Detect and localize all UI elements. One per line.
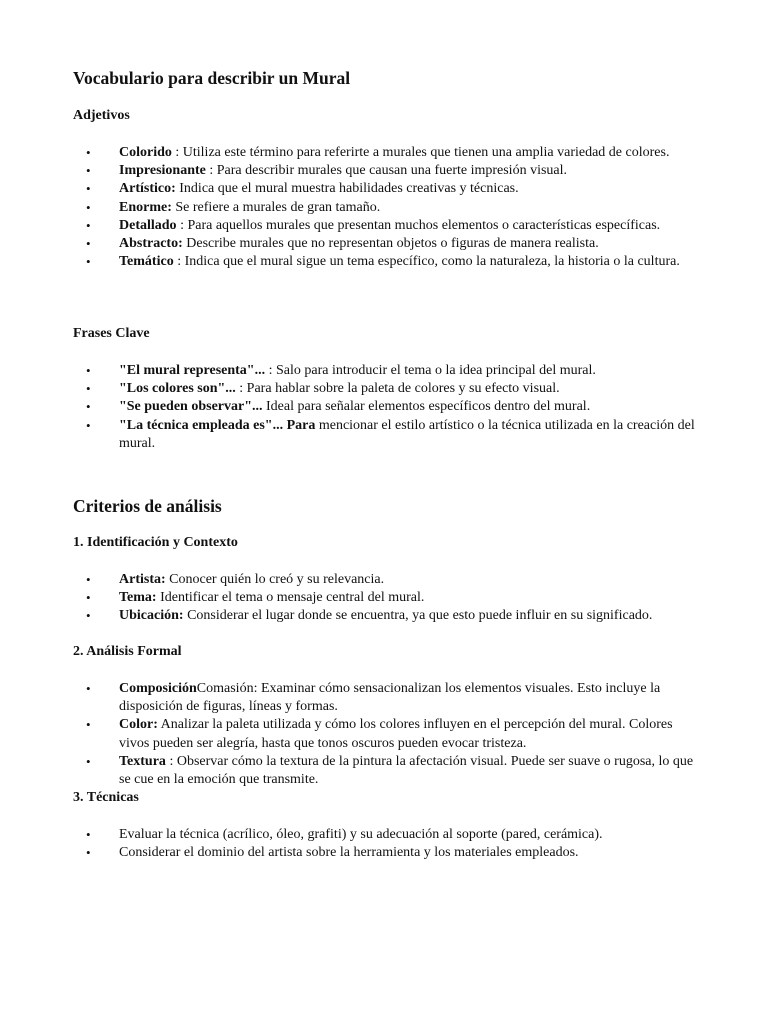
bullet-icon: • <box>86 845 91 861</box>
item-text: : Para hablar sobre la paleta de colores y su efecto visual. <box>235 381 560 397</box>
bullet-icon: • <box>86 181 91 197</box>
item-term: Artista: <box>119 572 166 587</box>
item-term: Ubicación: <box>119 608 184 624</box>
list-item <box>0 180 768 198</box>
item-term: "Se pueden observar"... <box>119 399 263 415</box>
item-term: Impresionante <box>119 163 206 179</box>
item-term: Enorme: <box>119 199 172 215</box>
item-text: Identificar el tema o mensaje central del mural. <box>156 590 425 606</box>
item-term: "El mural representa"... <box>119 363 266 378</box>
list-item <box>0 235 768 253</box>
item-text: : Observar cómo la textura de la pintura la afectación visual. Puede ser suave o rugosa, lo que se cue en la emoción que transmite. <box>119 753 694 788</box>
list-identificacion <box>0 571 768 626</box>
list-item <box>0 680 768 716</box>
list-tecnicas <box>0 826 768 862</box>
bullet-icon: • <box>86 236 91 252</box>
list-item <box>0 826 768 844</box>
item-term: Color: <box>119 717 158 733</box>
bullet-icon: • <box>86 399 91 415</box>
list-item <box>0 753 768 789</box>
list-item <box>0 571 768 589</box>
item-term: "Los colores son"... <box>119 381 236 397</box>
bullet-icon: • <box>86 254 91 270</box>
item-text: Describe murales que no representan objetos o figuras de manera realista. <box>182 236 599 252</box>
item-text: Conocer quién lo creó y su relevancia. <box>165 572 385 587</box>
item-term: Detallado <box>119 217 177 233</box>
list-item <box>0 398 768 416</box>
list-analisis-formal <box>0 680 768 789</box>
heading-adjetivos: Adjetivos <box>73 108 130 123</box>
item-text: Ideal para señalar elementos específicos dentro del mural. <box>262 399 591 415</box>
list-adjetivos <box>0 144 768 271</box>
bullet-icon: • <box>86 381 91 397</box>
bullet-icon: • <box>86 163 91 179</box>
list-item <box>0 144 768 162</box>
list-item <box>0 716 768 752</box>
item-text: : Para aquellos murales que presentan muchos elementos o características específicas. <box>176 217 661 233</box>
item-text: : Salo para introducir el tema o la idea principal del mural. <box>265 363 596 378</box>
item-text: mencionar el estilo artístico o la técnica utilizada en la creación del mural. <box>119 417 695 451</box>
item-term: Abstracto: <box>119 236 183 252</box>
item-text: : Indica que el mural sigue un tema específico, como la naturaleza, la historia o la cultura. <box>173 254 680 270</box>
item-term: Temático <box>119 254 174 270</box>
list-item <box>0 217 768 235</box>
list-item <box>0 417 768 453</box>
item-term: Composición <box>119 681 197 696</box>
item-text: : Para describir murales que causan una fuerte impresión visual. <box>205 163 568 179</box>
list-item <box>0 162 768 180</box>
item-text: Se refiere a murales de gran tamaño. <box>171 199 381 215</box>
bullet-icon: • <box>86 572 91 587</box>
item-term: Tema: <box>119 590 157 606</box>
bullet-icon: • <box>86 827 91 842</box>
item-term: "La técnica empleada es"... Para <box>119 417 316 433</box>
item-term: Colorido <box>119 145 172 160</box>
bullet-icon: • <box>86 217 91 233</box>
bullet-icon: • <box>86 608 91 624</box>
bullet-icon: • <box>86 145 91 160</box>
list-item <box>0 607 768 625</box>
heading-analisis-formal: 2. Análisis Formal <box>73 644 182 659</box>
item-text: Analizar la paleta utilizada y cómo los colores influyen en el percepción del mural. Colores vivos pueden ser alegría, hasta que tonos oscuros pueden evocar tristeza. <box>119 717 673 751</box>
item-text: Considerar el lugar donde se encuentra, ya que esto puede influir en su significado. <box>183 608 653 624</box>
bullet-icon: • <box>86 590 91 606</box>
item-text: Considerar el dominio del artista sobre la herramienta y los materiales empleados. <box>119 845 579 861</box>
heading-frases-clave: Frases Clave <box>73 326 150 341</box>
list-item <box>0 362 768 380</box>
bullet-icon: • <box>86 199 91 215</box>
list-item <box>0 253 768 271</box>
criterios-title: Criterios de análisis <box>73 496 222 516</box>
list-item <box>0 199 768 217</box>
item-term: Artístico: <box>119 181 176 197</box>
item-text: Evaluar la técnica (acrílico, óleo, grafiti) y su adecuación al soporte (pared, cerámica). <box>119 827 603 842</box>
bullet-icon: • <box>86 681 91 696</box>
item-text: Comasión: Examinar cómo sensacionalizan los elementos visuales. Esto incluye la disposición de figuras, líneas y formas. <box>119 681 661 715</box>
bullet-icon: • <box>86 753 91 769</box>
list-item <box>0 380 768 398</box>
list-item <box>0 589 768 607</box>
heading-tecnicas: 3. Técnicas <box>73 790 139 805</box>
item-term: Textura <box>119 753 166 769</box>
heading-identificacion: 1. Identificación y Contexto <box>73 535 238 550</box>
item-text: Indica que el mural muestra habilidades creativas y técnicas. <box>175 181 519 197</box>
bullet-icon: • <box>86 363 91 378</box>
list-item <box>0 844 768 862</box>
list-frases-clave <box>0 362 768 453</box>
bullet-icon: • <box>86 417 91 433</box>
bullet-icon: • <box>86 717 91 733</box>
document-title: Vocabulario para describir un Mural <box>73 68 351 88</box>
item-text: : Utiliza este término para referirte a murales que tienen una amplia variedad de colores. <box>171 145 670 160</box>
